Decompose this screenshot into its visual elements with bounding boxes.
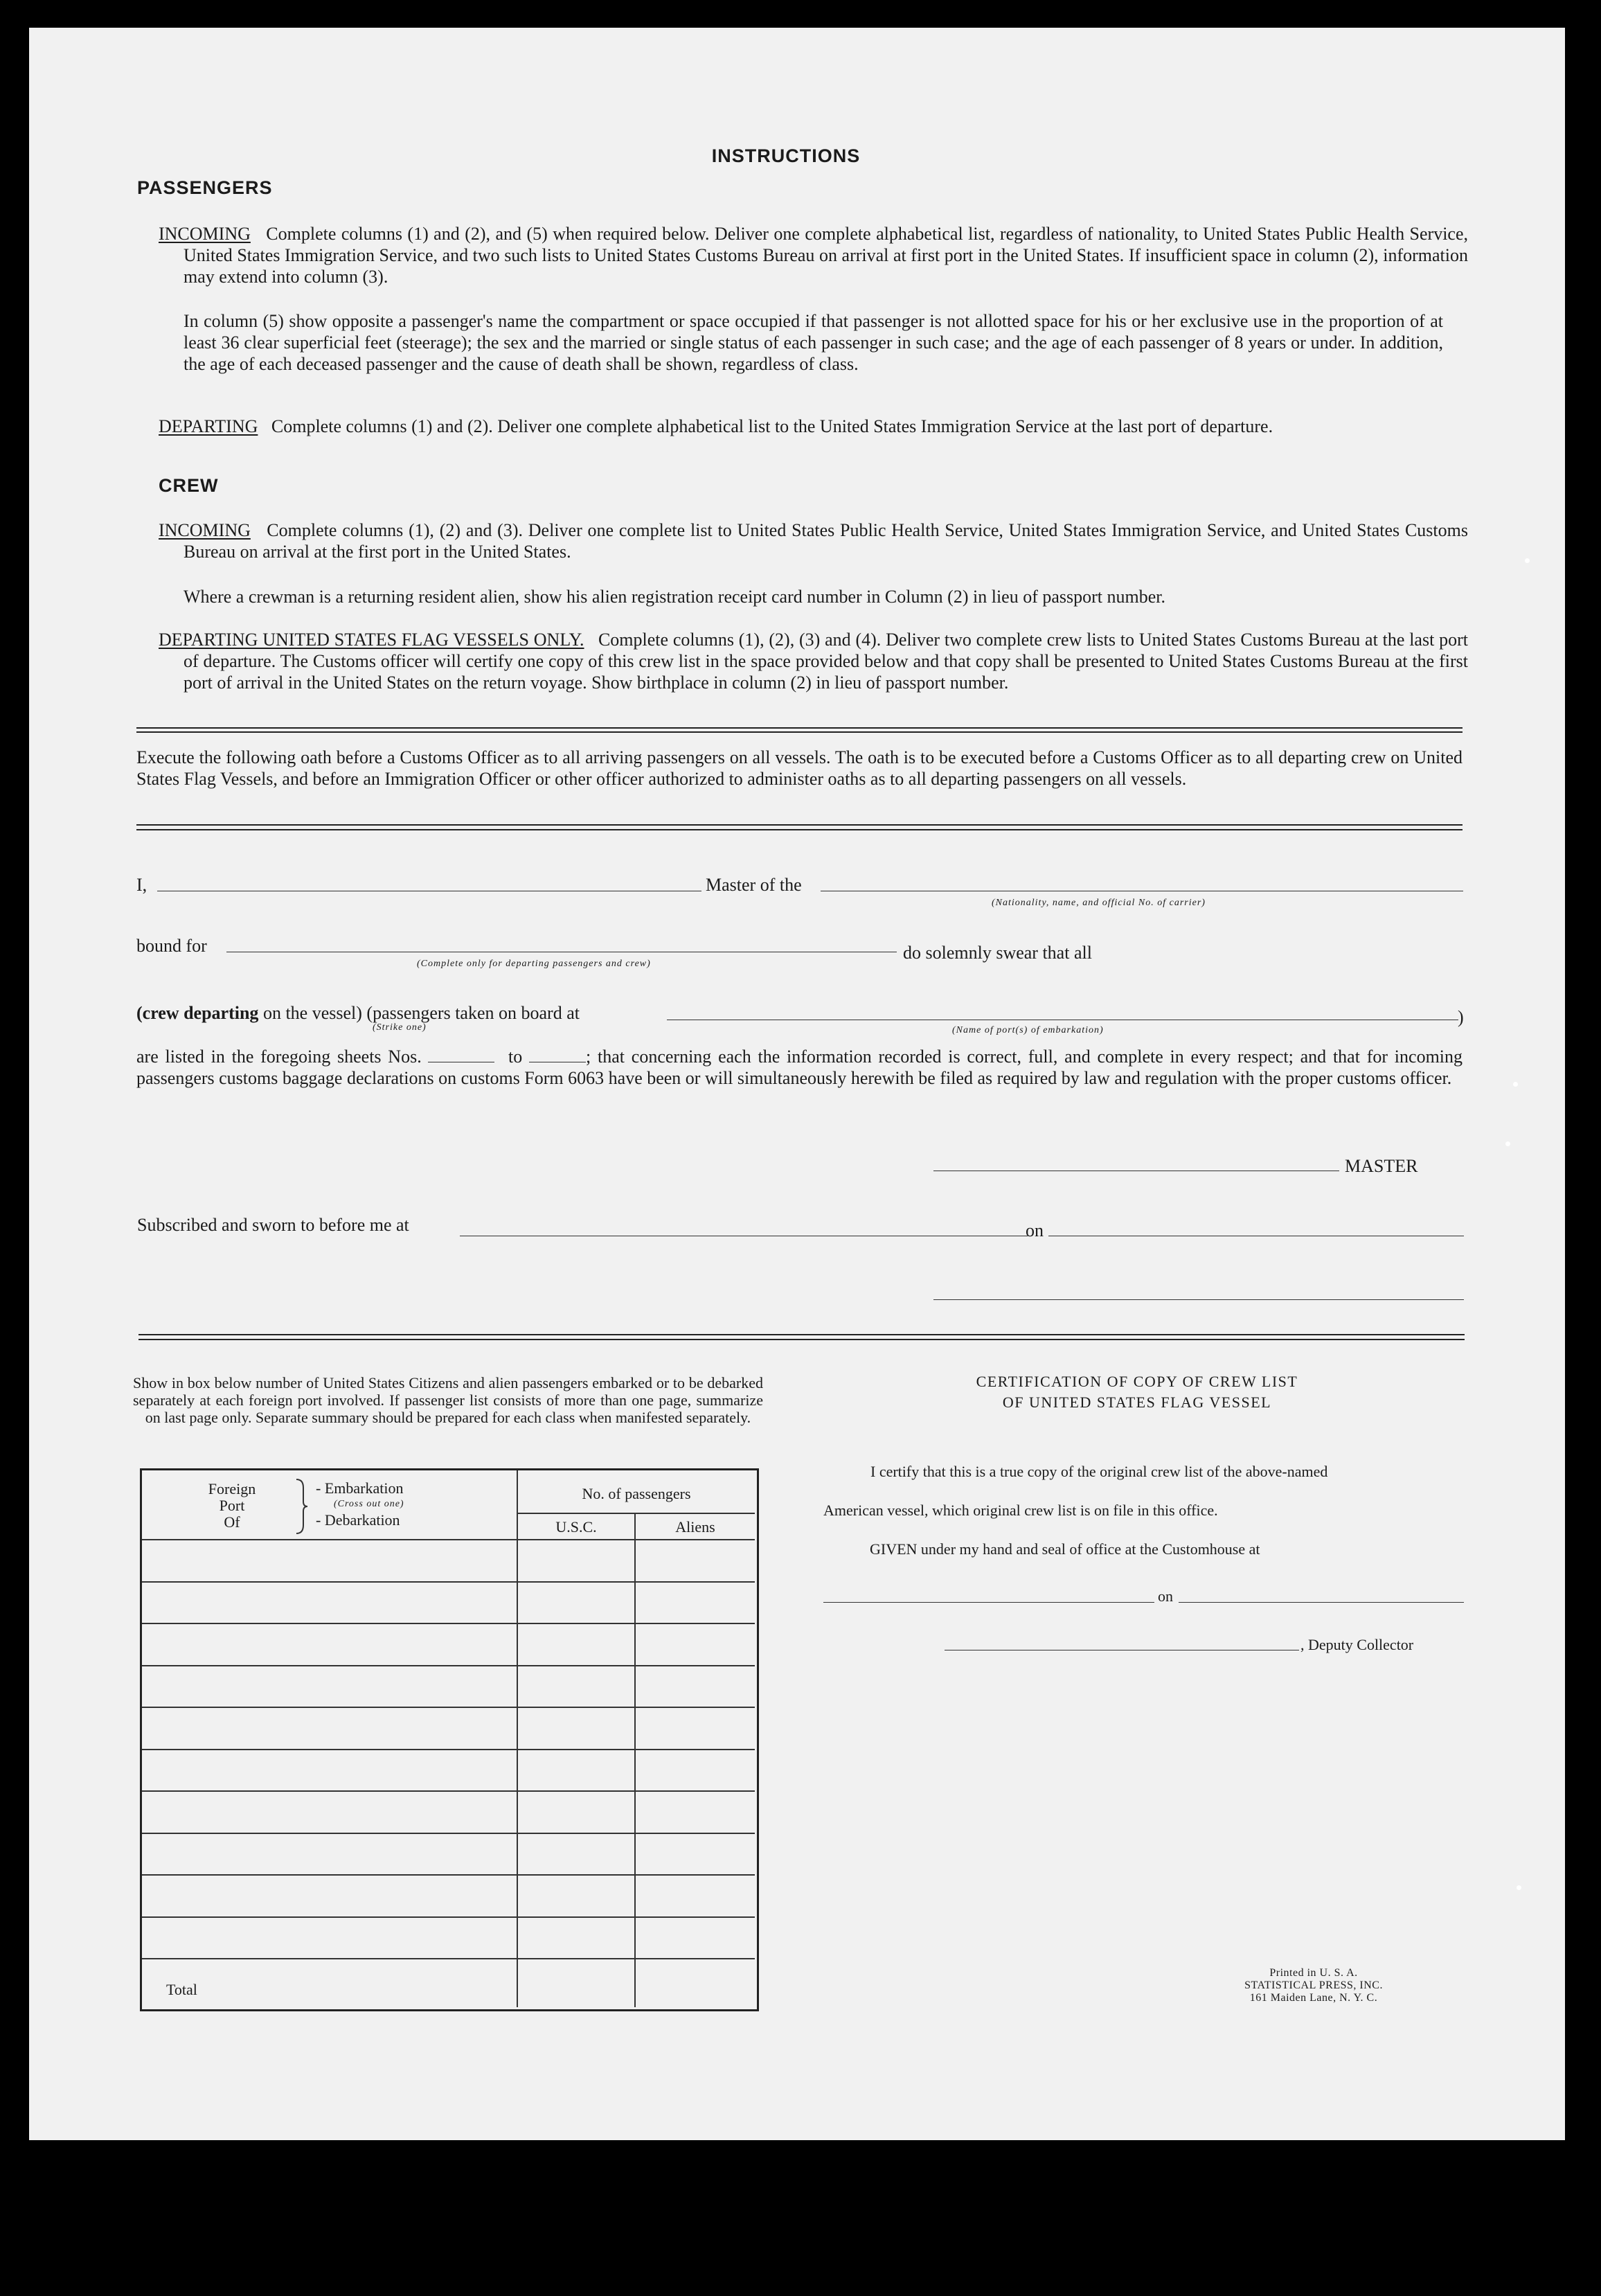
debarkation-label[interactable]: - Debarkation xyxy=(316,1511,400,1529)
bound-for-label: bound for xyxy=(136,936,207,956)
instructions-title: INSTRUCTIONS xyxy=(711,145,861,166)
certification-title-line1: CERTIFICATION OF COPY OF CREW LIST xyxy=(976,1373,1298,1390)
scan-mark xyxy=(1517,1885,1521,1890)
crew-departing-text: Complete columns (1), (2), (3) and (4). Deliver two complete crew lists to United States Customs Bureau at the last port of departure. The Customs officer will certify one copy of this crew list in the space provided below and that copy shall be presented to United States Customs Bureau at the first port of arrival in the United States on the return voyage. Show birthplace in column (2) in lieu of passport number. xyxy=(184,630,1468,693)
customhouse-field[interactable] xyxy=(823,1602,1154,1603)
usc-header: U.S.C. xyxy=(555,1518,597,1536)
passengers-incoming-text: Complete columns (1) and (2), and (5) when required below. Deliver one complete alphabetical list, regardless of nationality, to United States Public Health Service, United States Immigration Service, and two such lists to United States Customs Bureau on arrival at first port in the United States. If insufficient space in column (2), information may extend into column (3). xyxy=(184,224,1469,287)
crew-departing-option[interactable]: (crew departing xyxy=(136,1003,259,1023)
complete-caption: (Complete only for departing passengers and crew) xyxy=(417,959,651,969)
passengers-taken-option[interactable]: (passengers taken on board at xyxy=(366,1003,580,1023)
crew-departing-label: DEPARTING UNITED STATES FLAG VESSELS ONLY. xyxy=(159,630,584,650)
passengers-incoming-label: INCOMING xyxy=(159,224,251,244)
total-label: Total xyxy=(166,1981,197,1998)
aliens-header: Aliens xyxy=(675,1518,715,1536)
cert-on-label: on xyxy=(1158,1587,1173,1605)
divider-rule xyxy=(136,824,1463,826)
crew-incoming-text: Complete columns (1), (2) and (3). Deliver one complete list to United States Public Health Service, United States Immigration Service, and United States Customs Bureau on arrival at the first port in the United States. xyxy=(184,520,1468,562)
divider-rule xyxy=(136,727,1463,729)
scan-mark xyxy=(1505,1141,1510,1146)
strike-one-line xyxy=(136,1002,580,1024)
listed-to-text: to xyxy=(508,1047,523,1067)
listed-paragraph xyxy=(136,1046,1463,1089)
cross-out-caption: (Cross out one) xyxy=(334,1499,404,1509)
cert-date-field[interactable] xyxy=(1179,1602,1464,1603)
oath-intro: Execute the following oath before a Customs Officer as to all arriving passengers on all vessels. The oath is to be executed before a Customs Officer as to all departing crew on United States Flag Vessels, and before an Immigration Officer or other officer authorized to administer oaths as to all departing passengers on all vessels. xyxy=(136,747,1463,789)
crew-resident-paragraph: Where a crewman is a returning resident alien, show his alien registration receipt card number in Column (2) in lieu of passport number. xyxy=(184,587,1166,607)
crew-incoming-label: INCOMING xyxy=(159,520,251,540)
divider-rule xyxy=(138,1334,1465,1335)
table-row[interactable] xyxy=(142,1623,755,1624)
foreign-label: Foreign xyxy=(208,1480,256,1497)
printer-line2: STATISTICAL PRESS, INC. xyxy=(1244,1979,1383,1991)
divider-rule xyxy=(138,1339,1465,1340)
close-paren: ) xyxy=(1458,1007,1464,1027)
passengers-column5-paragraph: In column (5) show opposite a passenger's name the compartment or space occupied if that passenger is not allotted space for his or her exclusive use in the proportion of at least 36 clear superficial feet (steerage); the sex and the married or single status of each passenger in such case; and the age of each passenger of 8 years or under. In addition, the age of each deceased passenger and the cause of death shall be shown, regardless of class. xyxy=(184,311,1443,374)
scan-mark xyxy=(1513,1082,1518,1087)
passengers-departing-text: Complete columns (1) and (2). Deliver one complete alphabetical list to the United States Immigration Service at the last port of departure. xyxy=(271,416,1273,436)
certify-line2: American vessel, which original crew list is on file in this office. xyxy=(823,1502,1218,1519)
port-label: Port xyxy=(219,1497,245,1514)
table-row[interactable] xyxy=(142,1874,755,1876)
on-the-vessel-text: on the vessel) xyxy=(262,1003,362,1023)
table-divider xyxy=(634,1513,636,2007)
sworn-on-label: on xyxy=(1026,1220,1044,1240)
certification-title-line2: OF UNITED STATES FLAG VESSEL xyxy=(1002,1394,1272,1411)
divider-rule xyxy=(136,829,1463,830)
printer-line3: 161 Maiden Lane, N. Y. C. xyxy=(1249,1992,1378,2004)
crew-heading: CREW xyxy=(159,475,219,496)
of-label: Of xyxy=(224,1513,240,1531)
table-row[interactable] xyxy=(142,1790,755,1792)
form-sheet xyxy=(29,28,1565,2140)
table-row[interactable] xyxy=(142,1581,755,1583)
summary-instructions: Show in box below number of United States Citizens and alien passengers embarked or to be debarked separately at each foreign port involved. If passenger list consists of more than one page, summarize on last page only. Separate summary should be prepared for each class when manifested separately. xyxy=(133,1374,763,1426)
passengers-incoming-paragraph xyxy=(159,223,1468,287)
oath-i-label: I, xyxy=(136,875,147,895)
no-passengers-header: No. of passengers xyxy=(582,1485,691,1502)
printer-line1: Printed in U. S. A. xyxy=(1269,1967,1358,1979)
deputy-collector-label: , Deputy Collector xyxy=(1300,1636,1414,1653)
table-row[interactable] xyxy=(142,1833,755,1834)
embarkation-label[interactable]: - Embarkation xyxy=(316,1479,404,1497)
passengers-departing-label: DEPARTING xyxy=(159,416,258,436)
table-divider xyxy=(142,1539,755,1540)
passengers-heading: PASSENGERS xyxy=(137,177,273,198)
given-line: GIVEN under my hand and seal of office at the Customhouse at xyxy=(870,1540,1260,1558)
crew-incoming-paragraph xyxy=(159,519,1468,562)
table-row[interactable] xyxy=(142,1707,755,1708)
table-divider xyxy=(517,1470,518,2007)
port-caption: (Name of port(s) of embarkation) xyxy=(952,1025,1104,1035)
certification-title xyxy=(825,1371,1449,1413)
listed-text-a: are listed in the foregoing sheets Nos. xyxy=(136,1047,422,1067)
sheet-from-field[interactable] xyxy=(428,1048,494,1062)
master-label: MASTER xyxy=(1345,1156,1418,1176)
table-row[interactable] xyxy=(142,1749,755,1750)
listed-text-b: ; that concerning each the information recorded is correct, full, and complete in every respect; and that for incoming passengers customs baggage declarations on customs Form 6063 have been or will simultaneously herewith be filed as required by law and regulation with the proper customs officer. xyxy=(136,1047,1463,1088)
brace-icon xyxy=(295,1478,309,1535)
master-of-the-label: Master of the xyxy=(706,875,802,895)
foreign-port-header xyxy=(194,1481,270,1531)
crew-departing-paragraph xyxy=(159,629,1468,693)
subscribed-label: Subscribed and sworn to before me at xyxy=(137,1215,409,1235)
scan-mark xyxy=(1525,558,1530,563)
officer-signature-field[interactable] xyxy=(933,1299,1464,1300)
divider-rule xyxy=(136,731,1463,733)
printer-imprint xyxy=(1220,1967,1407,2004)
table-row[interactable] xyxy=(142,1916,755,1918)
table-divider xyxy=(518,1513,755,1514)
summary-table xyxy=(140,1468,759,2011)
table-row[interactable] xyxy=(142,1958,755,1959)
table-row[interactable] xyxy=(142,1665,755,1666)
strike-one-caption: (Strike one) xyxy=(373,1022,427,1033)
nationality-caption: (Nationality, name, and official No. of carrier) xyxy=(992,898,1206,908)
certify-line1: I certify that this is a true copy of the original crew list of the above-named xyxy=(870,1463,1328,1480)
passengers-departing-paragraph xyxy=(159,416,1468,437)
sheet-to-field[interactable] xyxy=(529,1048,586,1062)
swear-label: do solemnly swear that all xyxy=(903,943,1092,963)
